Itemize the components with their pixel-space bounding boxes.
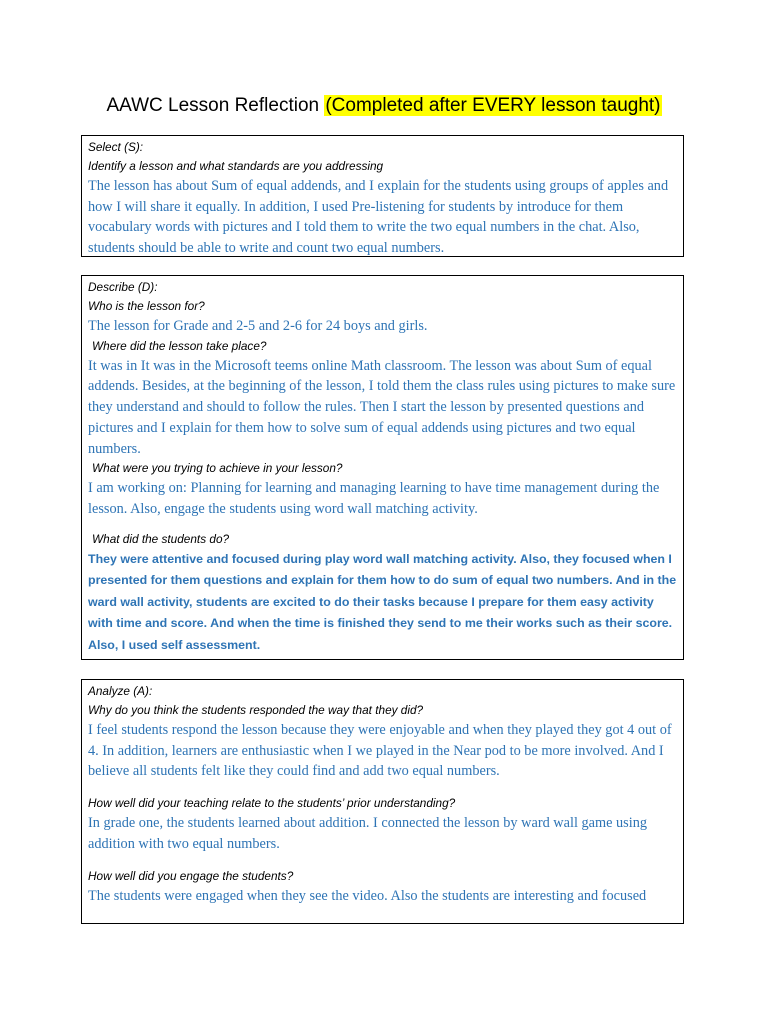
analyze-question-prior-understanding: How well did your teaching relate to the students’ prior understanding? <box>88 796 456 811</box>
describe-answer-who: The lesson for Grade and 2-5 and 2-6 for 24 boys and girls. <box>88 318 428 334</box>
analyze-answer-engage: The students were engaged when they see the video. Also the students are interesting and focused <box>88 887 647 904</box>
describe-section <box>81 275 684 660</box>
analyze-answer-responded: I feel students respond the lesson because they were enjoyable and when they played they got 4 out of 4. In addition, learners are enthusiastic when I we played in the Near pod to be more involved. And I believe all students felt like they could find and add two equal numbers. <box>88 722 672 780</box>
analyze-answer-prior-understanding: In grade one, the students learned about addition. I connected the lesson by ward wall game using addition with two equal numbers. <box>88 815 648 852</box>
select-prompt: Identify a lesson and what standards are you addressing <box>88 159 384 173</box>
describe-answer-students-do: They were attentive and focused during play word wall matching activity. Also, they focused when I presented for them questions and explain for them how to do sum of equal two numbers. And in the ward wall activity, students are excited to do their tasks because I prepare for them easy activity with time and score. And when the time is finished they send to me their works such as their score. Also, I used self assessment. <box>88 551 677 652</box>
describe-question-students-do: What did the students do? <box>92 531 230 546</box>
title-main: AAWC Lesson Reflection <box>106 95 325 116</box>
describe-question-where: Where did the lesson take place? <box>92 338 267 353</box>
describe-question-who: Who is the lesson for? <box>88 299 205 313</box>
describe-question-achieve: What were you trying to achieve in your lesson? <box>92 461 343 476</box>
page-title <box>0 92 768 120</box>
describe-answer-where: It was in It was in the Microsoft teems online Math classroom. The lesson was about Sum of equal addends. Besides, at the beginning of the lesson, I told them the class rules using pictures to make sure they understand and should to follow the rules. Then I start the lesson by presented questions and pictures and I explain for them how to solve sum of equal addends using pictures and two equal numbers. <box>88 357 676 457</box>
select-section <box>81 135 684 257</box>
describe-heading: Describe (D): <box>88 280 158 294</box>
title-highlight: (Completed after EVERY lesson taught) <box>325 95 661 116</box>
spacer <box>88 782 677 794</box>
analyze-question-engage: How well did you engage the students? <box>88 868 294 883</box>
analyze-section <box>81 679 684 924</box>
spacer <box>88 855 677 867</box>
spacer <box>88 520 677 530</box>
select-heading: Select (S): <box>88 140 144 154</box>
analyze-question-responded: Why do you think the students responded the way that they did? <box>88 703 424 717</box>
describe-answer-achieve: I am working on: Planning for learning and managing learning to have time management during the lesson. Also, engage the students using word wall matching activity. <box>88 480 660 517</box>
analyze-heading: Analyze (A): <box>88 684 153 698</box>
select-answer: The lesson has about Sum of equal addends, and I explain for the students using groups of apples and how I will share it equally. In addition, I used Pre-listening for students by introduce for them vocabulary words with pictures and I told them to write the two equal numbers in the chat. Also, students should be able to write and count two equal numbers. <box>88 178 669 257</box>
